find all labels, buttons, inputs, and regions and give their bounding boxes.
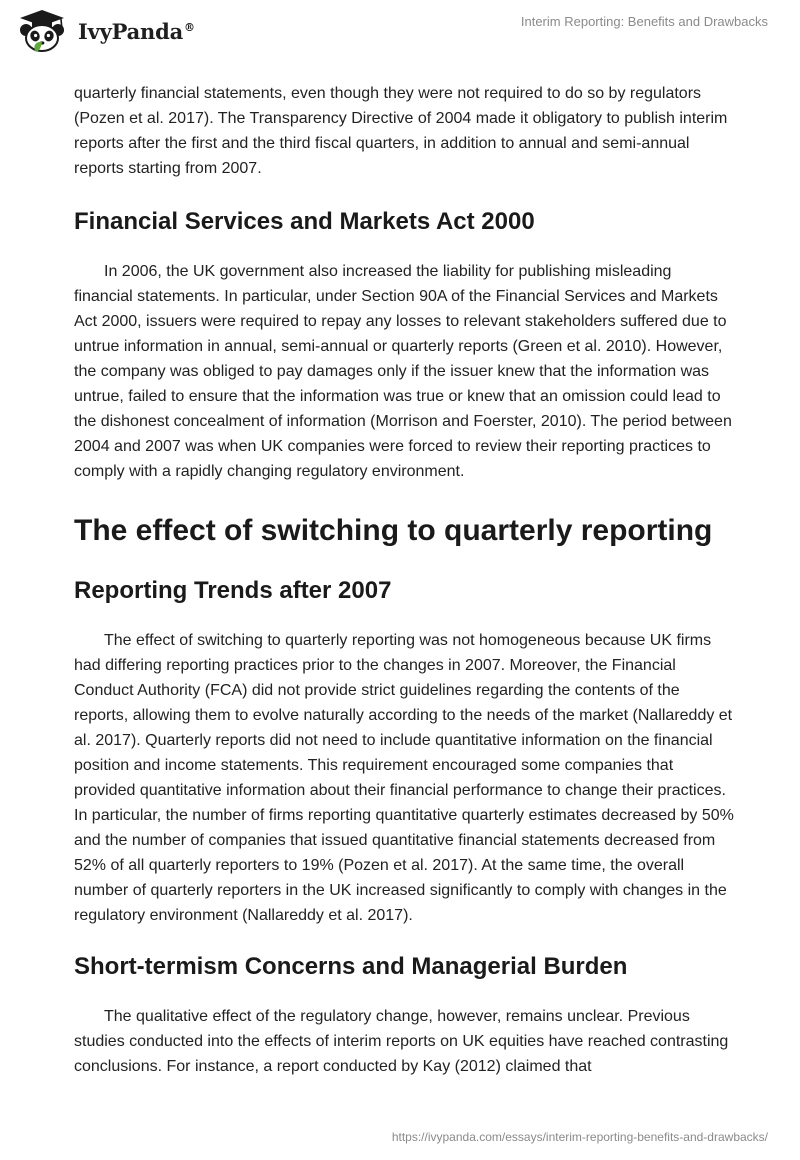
heading-fsma: Financial Services and Markets Act 2000: [74, 208, 535, 235]
document-title: Interim Reporting: Benefits and Drawbacks: [520, 14, 768, 29]
ivypanda-logo[interactable]: [14, 8, 195, 54]
heading-trends: Reporting Trends after 2007: [74, 577, 392, 604]
heading-effect: The effect of switching to quarterly reporting: [74, 514, 713, 547]
paragraph-fsma: In 2006, the UK government also increased the liability for publishing misleading financial statements. In particular, under Section 90A of the Financial Services and Markets Act 2000, issuers were required to repay any losses to relevant stakeholders suffered due to untrue information in annual, semi-annual or quarterly reports (Green et al. 2010). However, the company was obliged to pay damages only if the issuer knew that the information was untrue, failed to ensure that the information was true or knew that an omission could lead to the dishonest concealment of information (Morrison and Foerster, 2010). The period between 2004 and 2007 was when UK companies were forced to review their reporting practices to comply with a rapidly changing regulatory environment.: [74, 263, 732, 480]
page-header: [0, 0, 800, 70]
source-url[interactable]: https://ivypanda.com/essays/interim-reporting-benefits-and-drawbacks/: [391, 1130, 768, 1144]
paragraph-short-termism: The qualitative effect of the regulatory change, however, remains unclear. Previous studies conducted into the effects of interim reports on UK equities have reached contrasting conclusions. For instance, a report conducted by Kay (2012) claimed that: [74, 1008, 729, 1075]
article-body: [74, 70, 734, 1079]
paragraph-trends: The effect of switching to quarterly reporting was not homogeneous because UK firms had differing reporting practices prior to the changes in 2007. Moreover, the Financial Conduct Authority (FCA) did not provide strict guidelines regarding the contents of the reports, allowing them to evolve naturally according to the needs of the market (Nallareddy et al. 2017). Quarterly reports did not need to include quantitative information on the financial position and income statements. This requirement encouraged some companies that provided quantitative information about their financial performance to change their practices. In particular, the number of firms reporting quantitative quarterly estimates decreased by 50% and the number of companies that issued quantitative financial statements decreased from 52% of all quarterly reporters to 19% (Pozen et al. 2017). At the same time, the overall number of quarterly reporters in the UK increased significantly to comply with changes in the regulatory environment (Nallareddy et al. 2017).: [74, 632, 734, 924]
panda-graduate-icon: [14, 8, 70, 54]
paragraph-intro: quarterly financial statements, even though they were not required to do so by regulators (Pozen et al. 2017). The Transparency Directive of 2004 made it obligatory to publish interim reports after the first and the third fiscal quarters, in addition to annual and semi-annual reports starting from 2007.: [74, 85, 728, 177]
brand-name: IvyPanda®: [78, 18, 195, 44]
heading-short-termism: Short-termism Concerns and Managerial Burden: [74, 953, 628, 980]
